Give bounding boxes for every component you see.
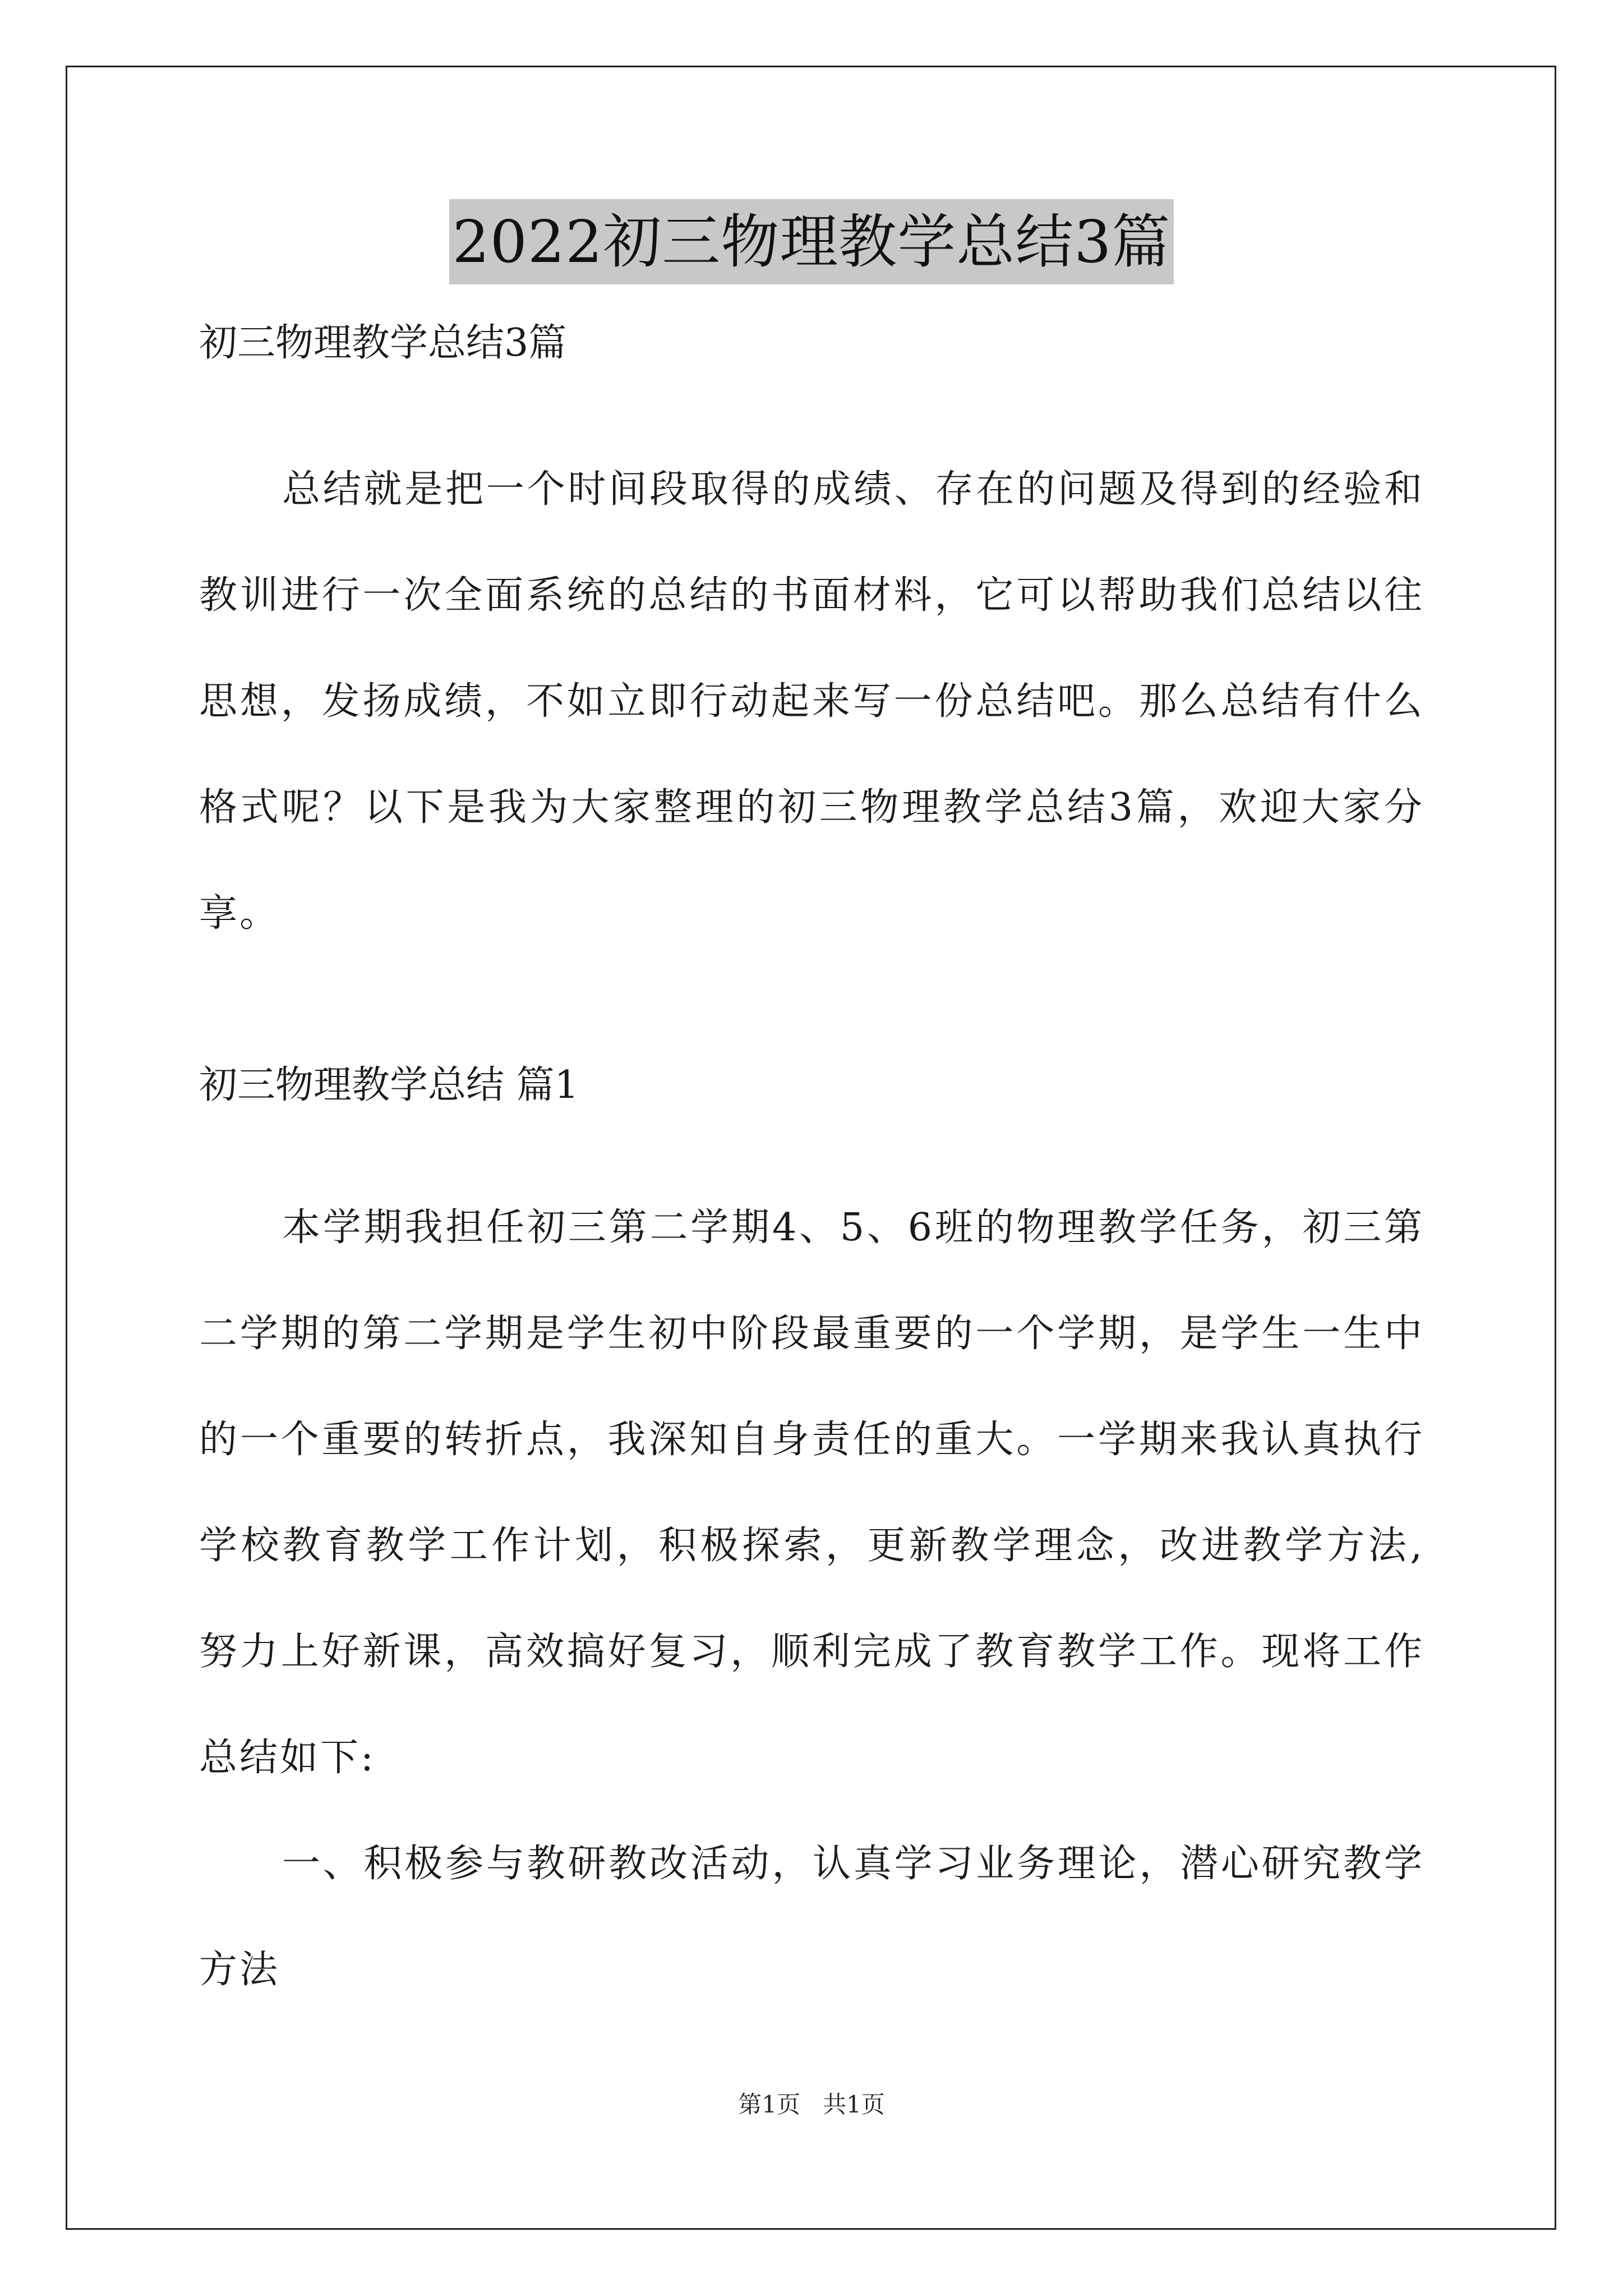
title-container: [0, 199, 1623, 284]
page-footer: 第1页 共1页: [738, 2091, 885, 2118]
document-subtitle: 初三物理教学总结3篇: [199, 321, 567, 365]
section-body: [199, 1175, 1424, 2023]
intro-paragraph: 总结就是把一个时间段取得的成绩、存在的问题及得到的经验和教训进行一次全面系统的总结的书面材料，它可以帮助我们总结以往思想，发扬成绩，不如立即行动起来写一份总结吧。那么总结有什么格式呢？以下是我为大家整理的初三物理教学总结3篇，欢迎大家分享。: [199, 467, 1424, 936]
document-title: 2022初三物理教学总结3篇: [449, 199, 1174, 284]
section-heading: 初三物理教学总结 篇1: [199, 1063, 579, 1107]
section-paragraph: 本学期我担任初三第二学期4、5、6班的物理教学任务，初三第二学期的第二学期是学生初中阶段最重要的一个学期，是学生一生中的一个重要的转折点，我深知自身责任的重大。一学期来我认真执行学校教育教学工作计划，积极探索，更新教学理念，改进教学方法,努力上好新课，高效搞好复习，顺利完成了教育教学工作。现将工作总结如下:: [199, 1205, 1424, 1780]
intro-section: [199, 436, 1424, 967]
section-paragraph: 一、积极参与教研教改活动，认真学习业务理论，潜心研究教学方法: [199, 1842, 1424, 1992]
